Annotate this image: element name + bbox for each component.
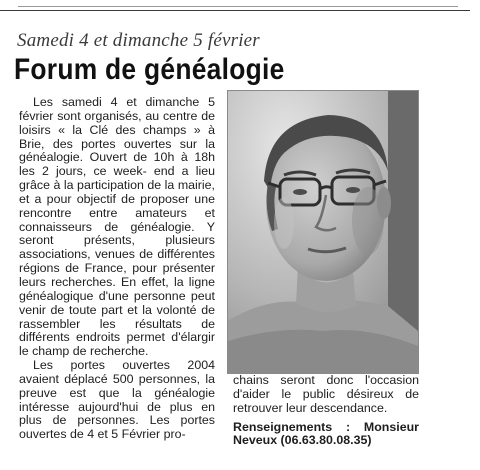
portrait-image — [228, 91, 418, 373]
info-block — [233, 421, 419, 449]
top-divider-light — [18, 6, 458, 7]
portrait-photo — [227, 90, 419, 374]
top-divider — [0, 10, 470, 11]
info-phone: (06.63.80.08.35) — [280, 433, 372, 448]
paragraph-3: chains seront donc l'occasion d'aider le public désireux de retrouver leur descendance. — [233, 373, 419, 415]
paragraph-1: Les samedi 4 et dimanche 5 février sont organisés, au centre de loisirs « la Clé des champs » à Brie, des portes ouvertes sur la généalogie. Ouvert de 10h à 18h les 2 jours, ce week- end a lieu grâce à la participation de la mairie, et a pour objectif de proposer une rencontre entre amateurs et connaisseurs de généalogie. Y seront présents, plusieurs associations, venues de différentes régions de France, pour présenter leurs recherches. En effet, la ligne généalogique d'une personne peut venir de toute part et la volonté de rassembler les résultats de différents endroits permet d'élargir le champ de recherche. — [19, 95, 215, 359]
info-contact: Renseignements : Monsieur Neveux — [233, 419, 419, 448]
article-title: Forum de généalogie — [14, 53, 285, 86]
article-column-2 — [233, 374, 419, 448]
paragraph-2: Les portes ouvertes 2004 avaient déplacé 500 personnes, la preuve est que la généalogie intéresse aujourd'hui de plus en plus de personnes. Les portes ouvertes de 4 et 5 Février pro- — [19, 358, 215, 442]
article-column-1 — [19, 96, 215, 442]
article-kicker: Samedi 4 et dimanche 5 février — [17, 30, 260, 51]
